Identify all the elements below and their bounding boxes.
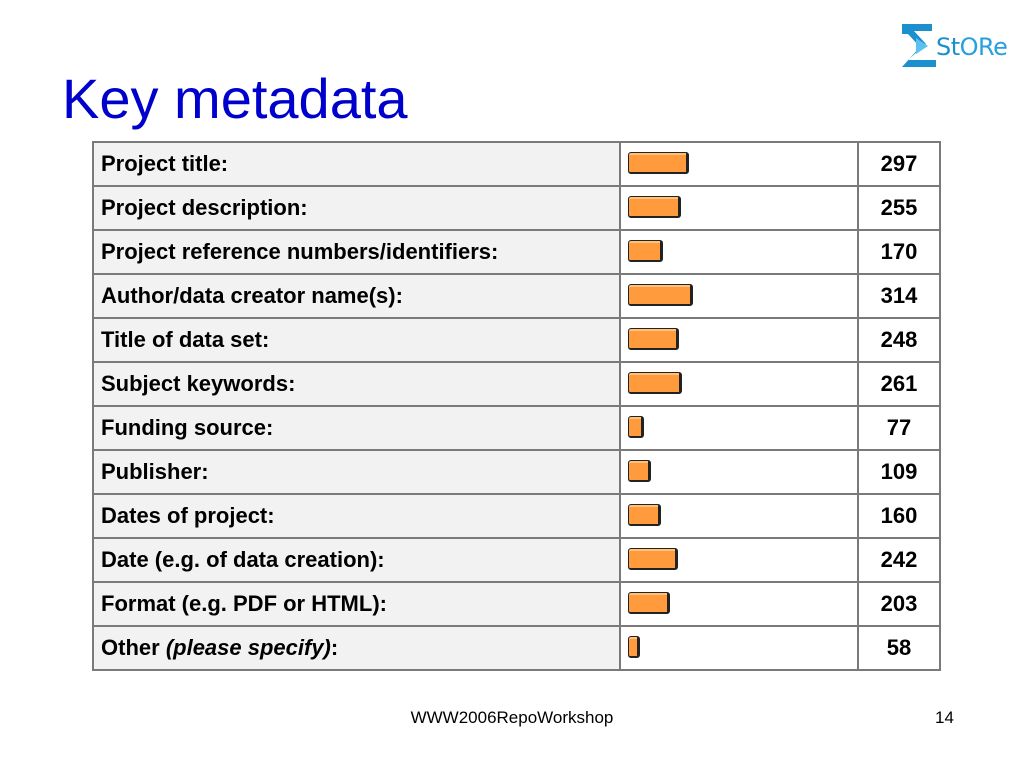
category-label-text: Publisher: [101, 459, 209, 484]
category-label-text: Title of data set: [101, 327, 270, 352]
bar-mark [628, 416, 644, 438]
table-row [93, 362, 940, 406]
table-row [93, 186, 940, 230]
category-label [93, 450, 620, 494]
value-label: 242 [858, 538, 940, 582]
value-label: 170 [858, 230, 940, 274]
store-logo [896, 20, 1012, 72]
category-label [93, 626, 620, 670]
table-row [93, 406, 940, 450]
slide-number: 14 [935, 708, 954, 727]
category-label [93, 318, 620, 362]
logo-text-st: St [936, 33, 960, 61]
bar-cell [620, 450, 858, 494]
category-label [93, 362, 620, 406]
category-label [93, 538, 620, 582]
bar-cell [620, 494, 858, 538]
bar-cell [620, 186, 858, 230]
category-label [93, 274, 620, 318]
value-label: 314 [858, 274, 940, 318]
bar-mark [628, 592, 670, 614]
bar-cell [620, 626, 858, 670]
bar-mark [628, 152, 689, 174]
value-label: 203 [858, 582, 940, 626]
metadata-table-body [93, 142, 940, 670]
table-row [93, 626, 940, 670]
bar-cell [620, 582, 858, 626]
category-label [93, 494, 620, 538]
table-row [93, 318, 940, 362]
bar-cell [620, 406, 858, 450]
bar-mark [628, 372, 682, 394]
value-label: 109 [858, 450, 940, 494]
bar-mark [628, 504, 661, 526]
category-label-text: Other [101, 635, 160, 660]
category-label-text: Project description: [101, 195, 308, 220]
category-label-text: Project title: [101, 151, 229, 176]
bar-cell [620, 142, 858, 186]
table-row [93, 450, 940, 494]
table-row [93, 274, 940, 318]
store-logo-text [936, 32, 1007, 62]
table-row [93, 538, 940, 582]
category-label [93, 582, 620, 626]
table-row [93, 494, 940, 538]
value-label: 160 [858, 494, 940, 538]
category-label [93, 406, 620, 450]
table-row [93, 142, 940, 186]
category-label [93, 230, 620, 274]
bar-mark [628, 284, 693, 306]
value-label: 77 [858, 406, 940, 450]
value-label: 261 [858, 362, 940, 406]
bar-cell [620, 538, 858, 582]
category-label-tail: : [330, 635, 339, 660]
category-label-italic-suffix: (please specify) [165, 635, 331, 660]
bar-mark [628, 240, 663, 262]
bar-cell [620, 230, 858, 274]
slide-title: Key metadata [62, 67, 408, 130]
table-row [93, 230, 940, 274]
category-label-text: Project reference numbers/identifiers: [101, 239, 499, 264]
bar-cell [620, 318, 858, 362]
category-label-text: Format (e.g. PDF or HTML): [101, 591, 387, 616]
bar-mark [628, 460, 651, 482]
category-label [93, 186, 620, 230]
metadata-results-table [92, 141, 941, 671]
bar-mark [628, 196, 681, 218]
category-label [93, 142, 620, 186]
value-label: 297 [858, 142, 940, 186]
footer-text: WWW2006RepoWorkshop [410, 708, 614, 727]
bar-mark [628, 328, 679, 350]
bar-cell [620, 274, 858, 318]
logo-text-ore: ORe [959, 33, 1008, 61]
bar-mark [628, 636, 640, 658]
category-label-text: Subject keywords: [101, 371, 296, 396]
table-row [93, 582, 940, 626]
value-label: 248 [858, 318, 940, 362]
category-label-text: Funding source: [101, 415, 274, 440]
store-logo-arrow-icon [898, 20, 938, 70]
category-label-text: Author/data creator name(s): [101, 283, 403, 308]
bar-mark [628, 548, 678, 570]
value-label: 58 [858, 626, 940, 670]
category-label-text: Date (e.g. of data creation): [101, 547, 385, 572]
bar-cell [620, 362, 858, 406]
value-label: 255 [858, 186, 940, 230]
category-label-text: Dates of project: [101, 503, 275, 528]
